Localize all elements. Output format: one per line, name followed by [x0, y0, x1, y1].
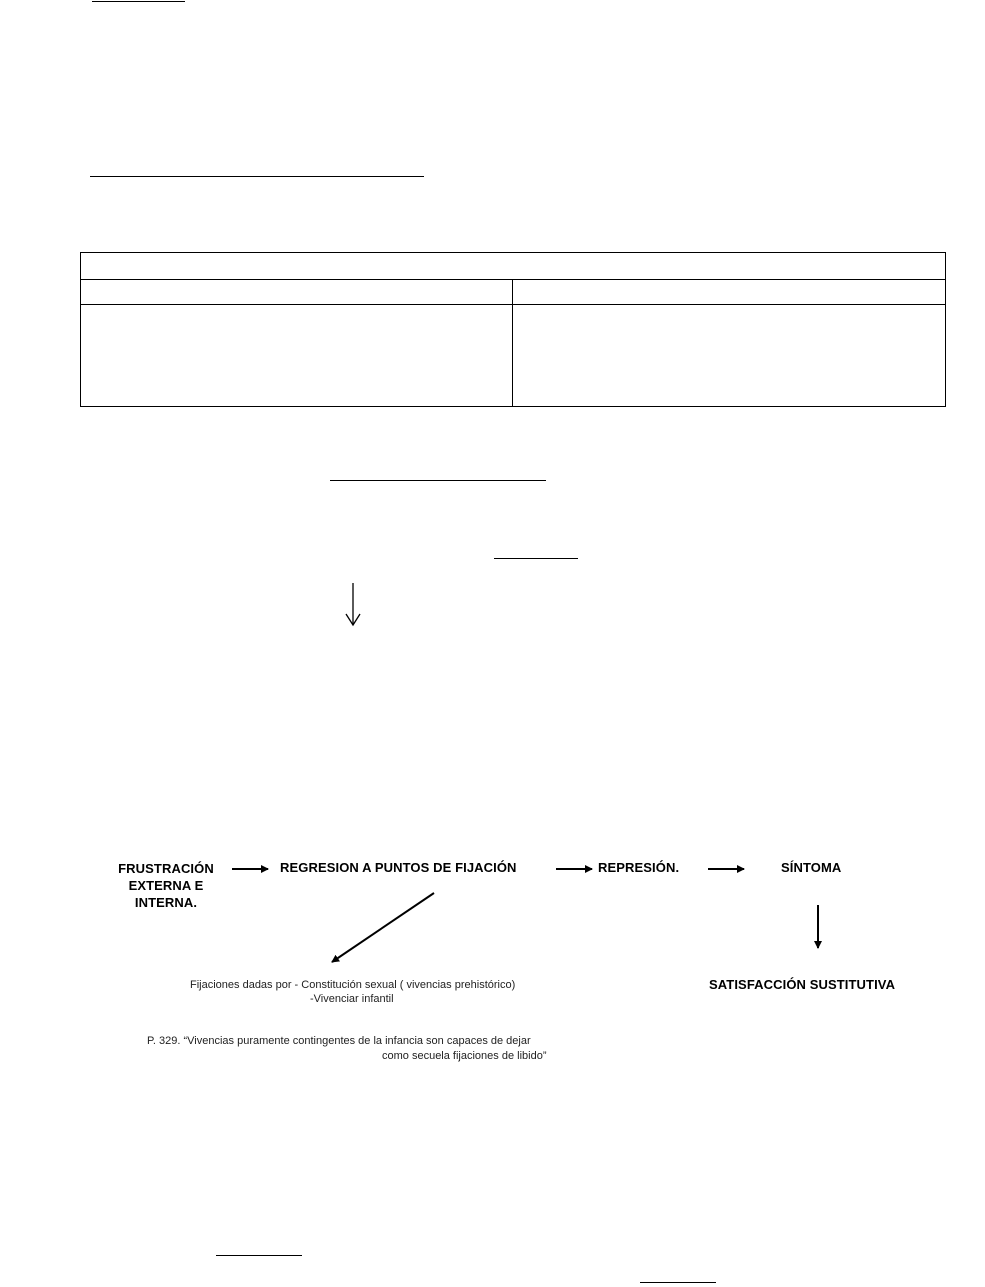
table-col-left-body	[80, 304, 513, 407]
node-satisfaccion: SATISFACCIÓN SUSTITUTIVA	[709, 977, 896, 992]
node-frustracion	[104, 860, 228, 911]
quote-line-2: como secuela fijaciones de libido”	[382, 1050, 547, 1062]
table-col-right-header	[512, 279, 946, 305]
arrow-regresion-to-fijaciones	[332, 893, 434, 962]
underline-middle-1	[330, 480, 546, 481]
node-sintoma: SÍNTOMA	[781, 860, 842, 875]
node-frustracion-line-2: EXTERNA E	[128, 878, 204, 893]
node-represion: REPRESIÓN.	[598, 860, 680, 875]
fijaciones-line-1: Fijaciones dadas por - Constitución sexual ( vivencias prehistórico)	[190, 979, 516, 991]
underline-bottom-2	[640, 1282, 716, 1283]
table-col-left-header	[80, 279, 513, 305]
underline-top	[92, 1, 185, 2]
fijaciones-line-2: -Vivenciar infantil	[310, 993, 394, 1005]
node-regresion: REGRESION A PUNTOS DE FIJACIÓN	[280, 860, 517, 875]
underline-section-heading	[90, 176, 424, 177]
underline-middle-2	[494, 558, 578, 559]
thin-down-arrow-icon	[346, 583, 360, 625]
table-col-right-body	[512, 304, 946, 407]
quote-line-1: P. 329. “Vivencias puramente contingentes de la infancia son capaces de dejar	[147, 1035, 531, 1047]
underline-bottom-1	[216, 1255, 302, 1256]
node-frustracion-line-1: FRUSTRACIÓN	[118, 861, 214, 876]
node-frustracion-line-3: INTERNA.	[134, 895, 198, 910]
table-header-row	[80, 252, 946, 280]
